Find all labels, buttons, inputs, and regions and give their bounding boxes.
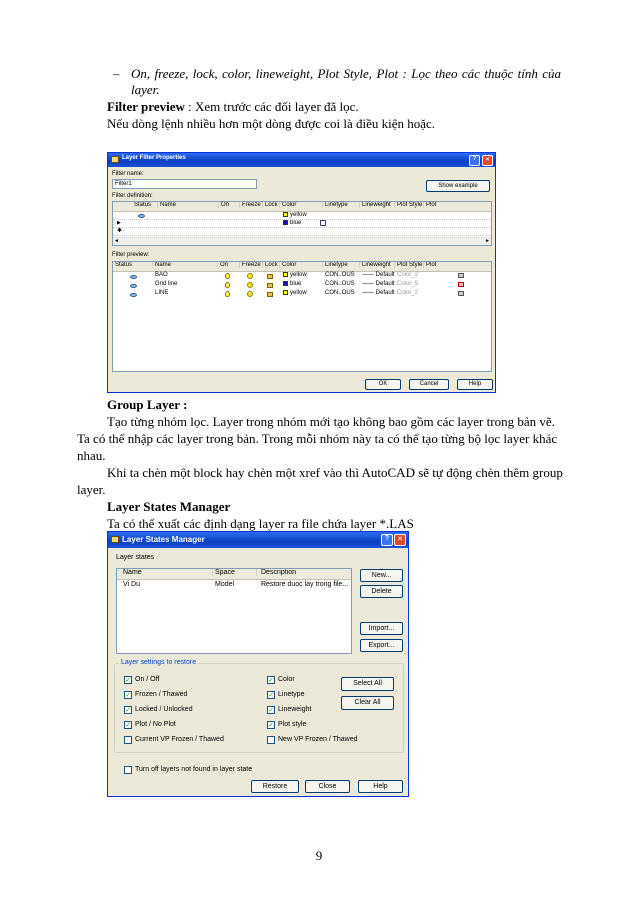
preview-row-1-name[interactable]: BAO — [155, 272, 168, 278]
close-icon[interactable]: ✕ — [394, 534, 406, 546]
app-icon — [111, 536, 119, 543]
layer-settings-group-label: Layer settings to restore — [121, 659, 197, 666]
col-on[interactable]: On — [219, 202, 240, 208]
filter-preview-line — [107, 99, 359, 115]
col-color[interactable]: Color — [280, 202, 323, 208]
pcol-linetype[interactable]: Linetype — [323, 262, 360, 268]
color-swatch-icon — [283, 212, 288, 217]
eye-icon — [130, 275, 137, 279]
current-vp-frozen-label: Current VP Frozen / Thawed — [135, 736, 224, 743]
group-para-2-line-2: layer. — [77, 482, 106, 497]
state-row-1-description[interactable]: Restore duoc lay trong file... — [261, 581, 349, 588]
preview-row-3-color[interactable] — [283, 290, 307, 296]
new-button[interactable]: New... — [360, 569, 403, 582]
new-row-asterisk-icon: ✱ — [117, 228, 123, 234]
def-row-1-color-text: yellow — [290, 212, 307, 219]
col-name[interactable]: Name — [117, 569, 213, 576]
lock-icon[interactable] — [267, 283, 273, 288]
close-icon[interactable]: ✕ — [482, 155, 493, 166]
dialog2-titlebar — [108, 532, 408, 548]
new-vp-frozen-checkbox[interactable] — [267, 736, 275, 744]
sun-icon[interactable] — [247, 273, 253, 279]
group-para-2-line-1: Khi ta chèn một block hay chèn một xref vào thì AutoCAD sẽ tự động chèn thêm group — [107, 465, 563, 480]
help-question-icon[interactable]: ? — [381, 534, 393, 546]
definition-header — [113, 202, 491, 212]
state-row-1-space[interactable]: Model — [215, 581, 235, 588]
layer-filter-properties-dialog — [107, 152, 496, 393]
bullet-line-2: layer. — [131, 82, 160, 97]
pcol-lock[interactable]: Lock — [263, 262, 280, 268]
def-row-2-color[interactable] — [283, 220, 301, 226]
preview-row-2-color[interactable] — [283, 281, 301, 287]
pcol-status[interactable]: Status — [113, 262, 153, 268]
preview-row-3-color-text: yellow — [290, 290, 307, 297]
preview-row-3-name[interactable]: LINE — [155, 290, 169, 296]
preview-row-1-linetype[interactable]: CON..OUS — [325, 272, 355, 278]
filter-definition-grid[interactable] — [112, 201, 492, 246]
filter-definition-label: Filter definition: — [112, 193, 153, 199]
preview-row-1-color[interactable] — [283, 272, 307, 278]
printer-icon[interactable] — [458, 273, 464, 278]
plot-style-label: Plot style — [278, 721, 307, 728]
layer-states-header — [117, 569, 351, 580]
help-question-icon[interactable]: ? — [469, 155, 480, 166]
lock-icon[interactable] — [267, 292, 273, 297]
eye-icon — [138, 214, 145, 218]
multi-line-note: Nếu dòng lệnh nhiều hơn một dòng được coi là điều kiện hoặc. — [107, 116, 436, 131]
state-row-1-name[interactable]: Vi Du — [123, 581, 140, 588]
group-para-1-line-3: nhau. — [77, 448, 106, 463]
layer-states-list[interactable] — [116, 568, 352, 654]
color-picker-icon[interactable] — [320, 220, 326, 226]
linetype-checkbox[interactable]: ✓ — [268, 692, 274, 699]
sun-icon[interactable] — [247, 282, 253, 288]
layer-states-label: Layer states — [116, 554, 155, 561]
turn-off-layers-label: Turn off layers not found in layer state — [135, 766, 253, 773]
help-button[interactable]: Help — [358, 780, 403, 793]
col-linetype[interactable]: Linetype — [323, 202, 360, 208]
turn-off-layers-checkbox[interactable] — [124, 766, 132, 774]
preview-row-1-lineweight[interactable]: —— Default — [362, 272, 395, 278]
color-swatch-icon — [283, 220, 288, 225]
ok-button[interactable]: OK — [365, 379, 401, 390]
group-layer-title: Group Layer : — [107, 397, 188, 412]
onoff-checkbox[interactable]: ✓ — [125, 677, 131, 684]
preview-row-2-name[interactable]: Grid line — [155, 281, 178, 287]
bulb-icon[interactable] — [225, 282, 230, 288]
col-status[interactable]: Status — [132, 202, 158, 208]
layer-states-manager-title: Layer States Manager — [107, 499, 231, 514]
frozen-thawed-label: Frozen / Thawed — [135, 691, 188, 698]
delete-button[interactable]: Delete — [360, 585, 403, 598]
onoff-label: On / Off — [135, 676, 160, 683]
col-lock[interactable]: Lock — [263, 202, 280, 208]
clear-all-button[interactable]: Clear All — [341, 696, 394, 710]
definition-hscrollbar[interactable] — [113, 237, 491, 245]
page-number: 9 — [315, 848, 323, 863]
dialog1-title: Layer Filter Properties — [122, 155, 186, 161]
bullet-dash: – — [113, 66, 120, 81]
eye-icon — [130, 284, 137, 288]
def-row-2-color-text: blue — [290, 220, 302, 227]
scroll-right-icon[interactable]: ► — [485, 238, 490, 244]
preview-row-1-plotstyle[interactable]: Color_2 — [397, 272, 419, 278]
sun-icon[interactable] — [247, 291, 253, 297]
locked-unlocked-checkbox[interactable]: ✓ — [125, 707, 131, 714]
app-icon — [111, 156, 119, 163]
bulb-icon[interactable] — [225, 273, 230, 279]
preview-row-3-linetype[interactable]: CON..OUS — [325, 290, 355, 296]
group-para-1-line-1: Tạo từng nhóm lọc. Layer trong nhóm mới tạo không bao gồm các layer trong bản vẽ. — [107, 414, 555, 429]
col-space[interactable]: Space — [213, 569, 257, 576]
def-row-1-color[interactable] — [283, 212, 307, 218]
pcol-plot[interactable]: Plot — [426, 262, 437, 268]
layer-states-manager-dialog — [107, 531, 409, 797]
close-button[interactable]: Close — [305, 780, 350, 793]
color-swatch-icon — [283, 290, 288, 295]
bullet-line-1: On, freeze, lock, color, lineweight, Plot Style, Plot : Lọc theo các thuộc tính của — [131, 66, 561, 81]
printer-icon[interactable] — [458, 291, 464, 296]
filter-name-value: Filter1 — [115, 181, 132, 187]
lineweight-checkbox[interactable]: ✓ — [268, 707, 274, 714]
group-para-1-line-2: Ta có thể nhập các layer trong bản. Trong mỗi nhóm này ta có thể tạo từng bộ lọc layer khác — [77, 431, 558, 446]
frozen-thawed-checkbox[interactable]: ✓ — [125, 692, 131, 699]
color-checkbox[interactable]: ✓ — [268, 677, 274, 684]
preview-row-2-lineweight[interactable]: —— Default — [362, 281, 395, 287]
dialog1-titlebar — [108, 153, 495, 167]
col-plot-style[interactable]: Plot Style — [397, 202, 423, 208]
filter-preview-desc: : Xem trước các đối layer đã lọc. — [184, 99, 359, 114]
col-description[interactable]: Description — [261, 569, 297, 576]
eye-icon — [130, 293, 137, 297]
filter-name-label: Filter name: — [112, 171, 144, 177]
color-swatch-icon — [283, 272, 288, 277]
col-name[interactable]: Name — [158, 202, 219, 208]
plot-noplot-checkbox[interactable]: ✓ — [125, 722, 131, 729]
row-arrow-icon: ▶ — [117, 220, 121, 226]
pcol-plot-style[interactable]: Plot Style — [397, 262, 423, 268]
export-button[interactable]: Export... — [360, 639, 403, 652]
help-button[interactable]: Help — [457, 379, 493, 390]
select-all-button[interactable]: Select All — [341, 677, 394, 691]
pcol-lineweight[interactable]: Lineweight — [360, 262, 395, 268]
current-vp-frozen-checkbox[interactable] — [124, 736, 132, 744]
restore-button[interactable]: Restore — [251, 780, 299, 793]
lineweight-label: Lineweight — [278, 706, 312, 713]
preview-row-2-color-text: blue — [290, 281, 302, 288]
pcol-on[interactable]: On — [218, 262, 240, 268]
color-label: Color — [278, 676, 295, 683]
filter-name-input[interactable] — [112, 179, 257, 189]
filter-preview-label: Filter preview: — [112, 252, 150, 258]
preview-row-1-color-text: yellow — [290, 272, 307, 279]
preview-header — [113, 262, 491, 272]
new-vp-frozen-label: New VP Frozen / Thawed — [278, 736, 358, 743]
linetype-label: Linetype — [278, 691, 305, 698]
plot-style-checkbox[interactable]: ✓ — [268, 722, 274, 729]
show-example-button[interactable]: Show example — [426, 180, 490, 192]
filter-preview-title: Filter preview — [107, 99, 185, 114]
printer-no-plot-icon[interactable] — [458, 282, 464, 287]
pcol-freeze[interactable]: Freeze — [240, 262, 263, 268]
col-plot[interactable]: Plot — [426, 202, 437, 208]
preview-row-3-plotstyle[interactable]: Color_2 — [397, 290, 419, 296]
scroll-left-icon[interactable]: ◄ — [114, 238, 119, 244]
pcol-name[interactable]: Name — [153, 262, 218, 268]
locked-unlocked-label: Locked / Unlocked — [135, 706, 193, 713]
lock-icon[interactable] — [267, 274, 273, 279]
import-button[interactable]: Import... — [360, 622, 403, 635]
preview-row-2-plotstyle[interactable]: Color_5 — [397, 281, 419, 287]
color-swatch-icon — [283, 281, 288, 286]
col-freeze[interactable]: Freeze — [240, 202, 263, 208]
preview-row-2-linetype[interactable]: CON..OUS — [325, 281, 355, 287]
filter-preview-grid[interactable] — [112, 261, 492, 372]
pcol-color[interactable]: Color — [280, 262, 323, 268]
bulb-icon[interactable] — [225, 291, 230, 297]
col-lineweight[interactable]: Lineweight — [360, 202, 395, 208]
layer-states-manager-desc: Ta có thể xuất các định dạng layer ra file chứa layer *.LAS — [107, 516, 414, 531]
plot-noplot-label: Plot / No Plot — [135, 721, 176, 728]
preview-row-3-lineweight[interactable]: —— Default — [362, 290, 395, 296]
dialog2-title: Layer States Manager — [122, 535, 205, 544]
cancel-button[interactable]: Cancel — [409, 379, 449, 390]
